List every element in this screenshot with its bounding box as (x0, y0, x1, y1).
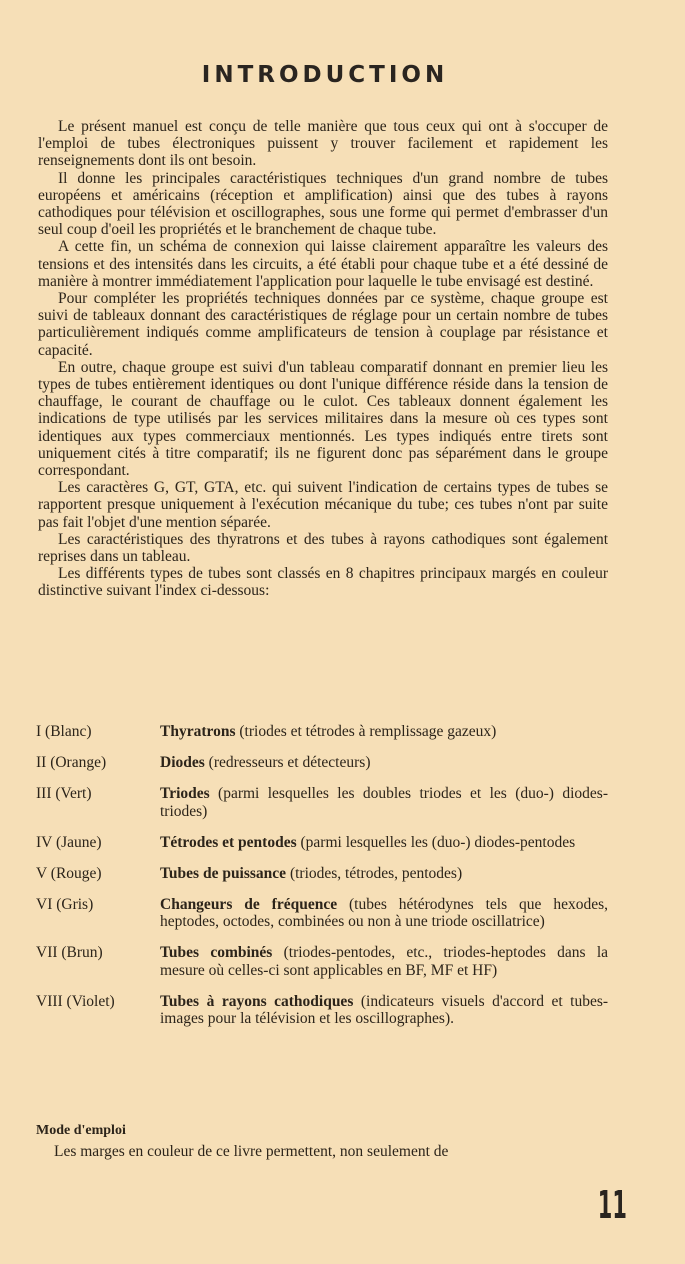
chapter-detail: (indicateurs visuels d'accord et tubes-images pour la télévision et les oscillographes). (160, 992, 609, 1027)
page-number: 11 (597, 1183, 627, 1227)
paragraph: Il donne les principales caractéristiques techniques d'un grand nombre de tubes européens et américains (réception et amplification) ainsi que des tubes à rayons cathodiques pour télévision et oscillographes, sous une forme qui permet d'embrasser d'un seul coup d'oeil les propriétés et le branchement de chaque tube. (38, 169, 608, 239)
chapter-name: Tubes combinés (160, 944, 273, 961)
chapter-detail: (tubes hétérodynes tels que hexodes, heptodes, octodes, combinées ou non à une triode oscillatrice) (160, 895, 608, 930)
paragraph: A cette fin, un schéma de connexion qui laisse clairement apparaître les valeurs des tensions et des intensités dans les circuits, a été établi pour chaque tube et a été dessiné de manière à montrer immédiatement l'application pour laquelle le tube envisagé est destiné. (38, 238, 608, 290)
chapter-entry (36, 896, 608, 931)
chapter-name: Thyratrons (160, 723, 236, 740)
chapter-number: I (Blanc) (36, 723, 92, 740)
chapter-number: V (Rouge) (36, 864, 102, 882)
paragraph: En outre, chaque groupe est suivi d'un tableau comparatif donnant en premier lieu les types de tubes entièrement identiques ou dont l'unique différence réside dans la tension de chauffage, le courant de chauffage ou le culot. Ces tableaux donnent également les indications de type utilisés par les services militaires dans la mesure où ces types sont identiques aux types commerciaux mentionnés. Les types indiqués entre tirets sont uniquement cités à titre comparatif; ils ne figurent donc pas séparément dans le groupe correspondant. (38, 358, 608, 480)
page-title: INTRODUCTION (201, 62, 449, 88)
chapter-detail: (redresseurs et détecteurs) (208, 754, 371, 771)
chapter-number: VI (Gris) (36, 895, 94, 913)
chapter-name: Tétrodes et pentodes (160, 833, 297, 851)
chapter-number: II (Orange) (36, 754, 107, 771)
introduction-body (38, 118, 608, 600)
chapter-detail: (triodes-pentodes, etc., triodes-heptodes dans la mesure où celles-ci sont applicables en BF, MF et HF) (160, 944, 609, 979)
chapter-index (36, 723, 608, 1041)
chapter-entry (36, 834, 608, 852)
chapter-name: Tubes de puissance (160, 864, 287, 882)
chapter-number: VII (Brun) (36, 944, 103, 961)
paragraph: Les différents types de tubes sont classés en 8 chapitres principaux margés en couleur distinctive suivant l'index ci-dessous: (38, 565, 608, 600)
chapter-entry (36, 785, 608, 820)
chapter-entry (36, 754, 608, 772)
chapter-name: Triodes (160, 785, 210, 802)
chapter-entry (36, 865, 608, 883)
chapter-name: Diodes (160, 754, 205, 771)
chapter-entry (36, 944, 608, 979)
chapter-number: III (Vert) (36, 785, 92, 802)
paragraph: Le présent manuel est conçu de telle manière que tous ceux qui ont à s'occuper de l'emploi de tubes électroniques puissent y trouver facilement et rapidement les renseignements dont ils ont besoin. (38, 118, 608, 170)
paragraph: Pour compléter les propriétés techniques données par ce système, chaque groupe est suivi de tableaux donnant des caractéristiques de réglage pour un certain nombre de tubes particulièrement indiqués comme amplificateurs de tension à couplage par résistance et capacité. (38, 290, 608, 359)
paragraph: Les caractéristiques des thyratrons et des tubes à rayons cathodiques sont également reprises dans un tableau. (38, 530, 608, 566)
chapter-detail: (triodes, tétrodes, pentodes) (289, 864, 463, 882)
chapter-detail: (parmi lesquelles les (duo-) diodes-pentodes (300, 833, 576, 851)
chapter-number: VIII (Violet) (36, 992, 115, 1010)
paragraph: Les caractères G, GT, GTA, etc. qui suivent l'indication de certains types de tubes se rapportent presque uniquement à l'exécution mécanique du tube; ces tubes n'ont par suite pas fait l'objet d'une mention séparée. (38, 479, 608, 531)
chapter-entry (36, 993, 608, 1028)
chapter-number: IV (Jaune) (36, 833, 102, 851)
section-heading: Mode d'emploi (36, 1123, 126, 1138)
chapter-name: Changeurs de fréquence (160, 895, 338, 913)
chapter-entry (36, 723, 608, 741)
chapter-name: Tubes à rayons cathodiques (160, 992, 354, 1010)
chapter-detail: (triodes et tétrodes à remplissage gazeux) (239, 723, 497, 740)
chapter-detail: (parmi lesquelles les doubles triodes et les (duo-) diodes-triodes) (160, 785, 608, 820)
section-text: Les marges en couleur de ce livre permettent, non seulement de (54, 1143, 449, 1160)
